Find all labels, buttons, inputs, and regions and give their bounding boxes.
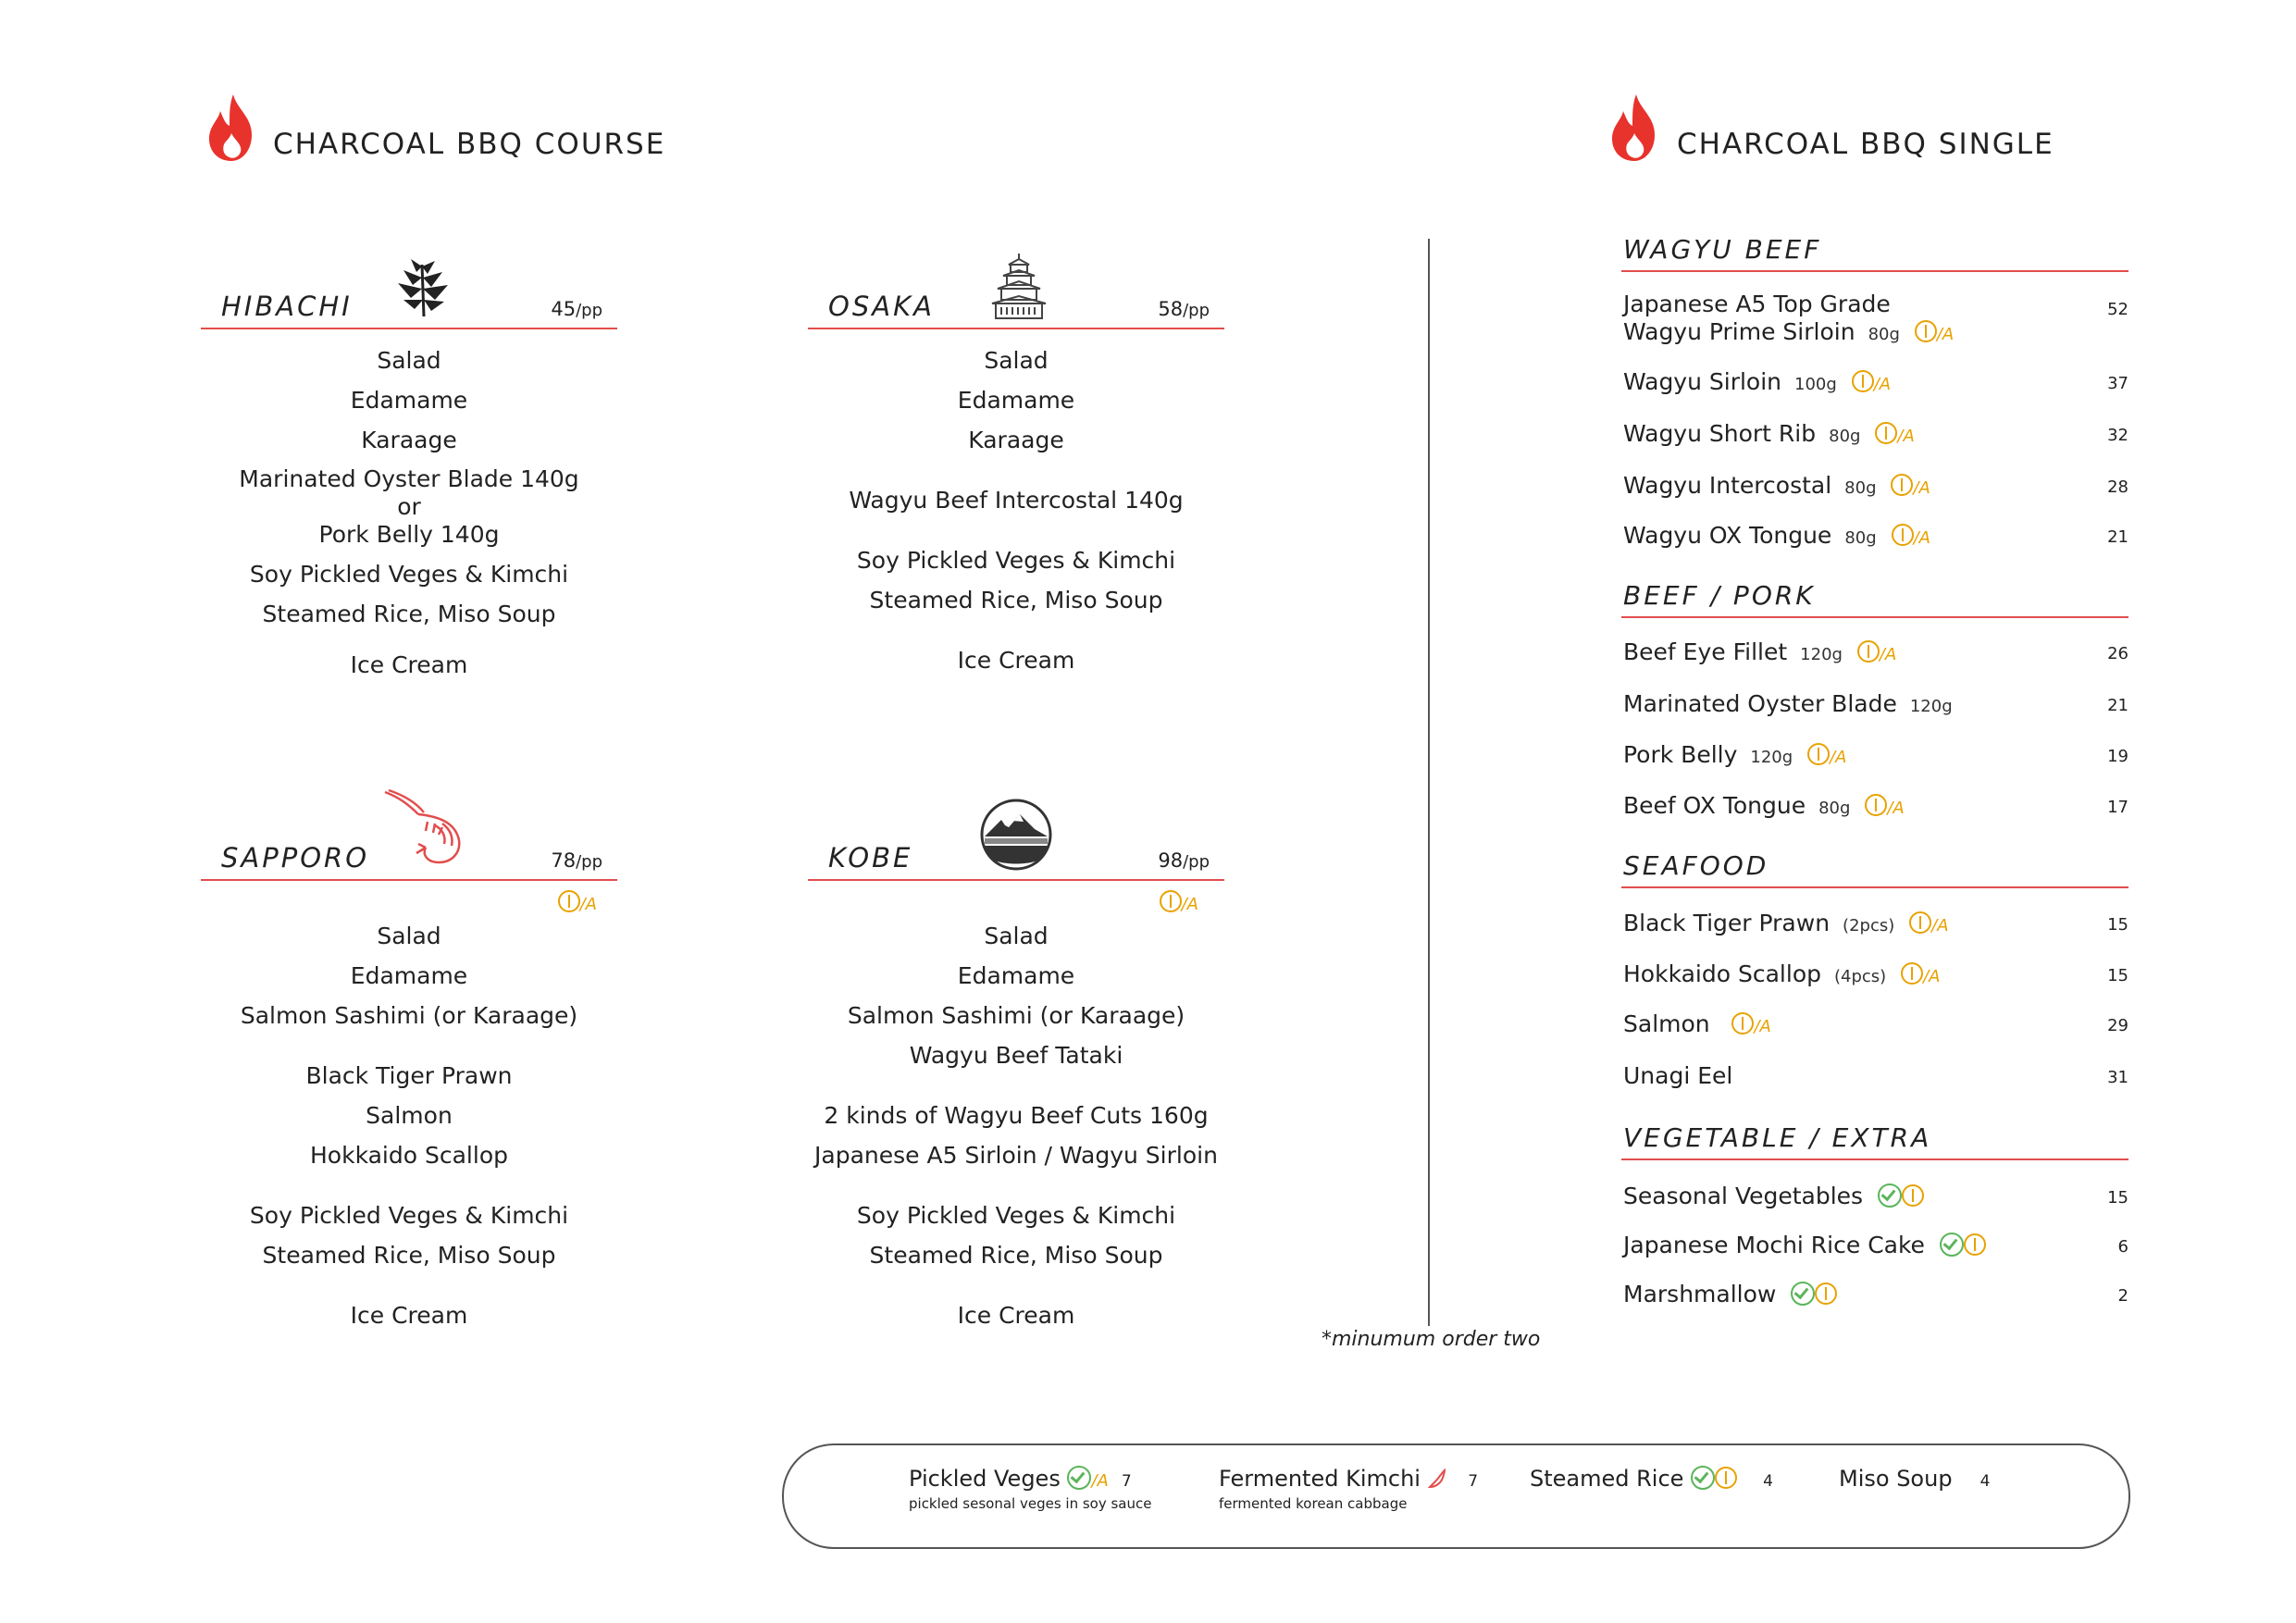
gluten-free-icon [1815, 1282, 1837, 1305]
side-steamed-rice: Steamed Rice 4 [1530, 1466, 1773, 1492]
menu-item: Edamame [957, 387, 1075, 414]
menu-item: Soy Pickled Veges & Kimchi [856, 1202, 1176, 1229]
course-items [808, 916, 1224, 1335]
gluten-free-icon [1852, 370, 1874, 392]
menu-item: Ice Cream [350, 1302, 468, 1329]
menu-item: Steamed Rice, Miso Soup [262, 601, 556, 627]
menu-item: Edamame [350, 387, 468, 414]
gluten-free-badge: /A [558, 890, 597, 914]
vegetarian-icon [1878, 1183, 1902, 1208]
gluten-free-icon [1891, 474, 1913, 496]
minimum-order-note: *minumum order two [1322, 1328, 1541, 1351]
menu-item: Salad [377, 347, 441, 374]
menu-item: Black Tiger Prawn [305, 1062, 513, 1089]
menu-item: Wagyu Beef Intercostal 140g [849, 487, 1184, 514]
course-items [201, 341, 617, 685]
vegetarian-icon [1691, 1466, 1715, 1490]
course-osaka [808, 261, 1224, 680]
menu-item: Wagyu Sirloin 100g /A 37 [1623, 368, 2128, 395]
menu-item: Steamed Rice, Miso Soup [869, 587, 1163, 613]
course-price: 58/pp [1158, 298, 1210, 320]
course-name: OSAKA [828, 291, 935, 322]
menu-item: Soy Pickled Veges & Kimchi [856, 547, 1176, 574]
side-pickled-veges: Pickled Veges /A 7 pickled sesonal veges in soy sauce [909, 1466, 1152, 1512]
gluten-free-icon [1731, 1012, 1754, 1035]
menu-item: Unagi Eel 31 [1623, 1062, 2128, 1089]
course-hibachi [201, 261, 617, 685]
menu-item: Pork Belly 140g [318, 521, 500, 548]
course-name: KOBE [828, 842, 913, 873]
menu-item: Salmon Sashimi (or Karaage) [847, 1002, 1185, 1029]
gluten-free-icon [1964, 1233, 1986, 1256]
menu-item: Hokkaido Scallop (4pcs) /A 15 [1623, 960, 2128, 987]
course-price: 98/pp [1158, 849, 1210, 872]
menu-item: Beef Eye Fillet 120g /A 26 [1623, 638, 2128, 665]
gluten-free-icon [1915, 320, 1937, 342]
menu-item: Ice Cream [350, 651, 468, 678]
single-section-title: CHARCOAL BBQ SINGLE [1677, 128, 2054, 161]
menu-item: 2 kinds of Wagyu Beef Cuts 160g [824, 1102, 1209, 1129]
menu-item: Karaage [968, 427, 1064, 453]
course-price: 78/pp [551, 849, 602, 872]
menu-item: Salad [984, 923, 1049, 949]
menu-item: Black Tiger Prawn (2pcs) /A 15 [1623, 910, 2128, 936]
leaf-icon [391, 255, 455, 320]
gluten-free-icon [1902, 1184, 1924, 1207]
side-miso-soup: Miso Soup 4 [1839, 1466, 1991, 1492]
prawn-icon [381, 788, 474, 872]
menu-item: Wagyu Short Rib 80g /A 32 [1623, 420, 2128, 447]
gluten-free-badge: /A [1160, 890, 1198, 914]
menu-item: Edamame [350, 962, 468, 989]
course-items [808, 341, 1224, 680]
menu-item: Hokkaido Scallop [310, 1142, 508, 1169]
category-beef-pork: BEEF / PORK [1621, 574, 2128, 618]
course-name: HIBACHI [221, 291, 353, 322]
gluten-free-icon [1892, 524, 1914, 546]
menu-item: Salmon Sashimi (or Karaage) [240, 1002, 578, 1029]
menu-item: Salad [377, 923, 441, 949]
gluten-free-icon [1909, 911, 1931, 934]
gluten-free-icon [1857, 640, 1880, 663]
menu-item: Ice Cream [957, 1302, 1075, 1329]
category-wagyu-beef: WAGYU BEEF [1621, 228, 2128, 272]
course-kobe [808, 812, 1224, 1335]
menu-item: Japanese A5 Top Grade Wagyu Prime Sirloin 80g /A 52 [1623, 291, 2128, 345]
menu-item: Soy Pickled Veges & Kimchi [249, 1202, 569, 1229]
menu-item: Karaage [361, 427, 457, 453]
course-name: SAPPORO [221, 842, 370, 873]
flame-icon [205, 93, 257, 163]
course-items [201, 916, 617, 1335]
menu-item: Pork Belly 120g /A 19 [1623, 741, 2128, 768]
menu-item: Steamed Rice, Miso Soup [262, 1242, 556, 1269]
menu-item: Marshmallow 2 [1623, 1281, 2128, 1307]
category-seafood: SEAFOOD [1621, 844, 2128, 888]
sides-panel [782, 1443, 2130, 1549]
menu-item: Japanese Mochi Rice Cake 6 [1623, 1232, 2128, 1258]
menu-item: Wagyu Beef Tataki [909, 1042, 1123, 1069]
menu-item: Edamame [957, 962, 1075, 989]
category-vegetable-extra: VEGETABLE / EXTRA [1621, 1116, 2128, 1160]
flame-icon [1608, 93, 1660, 163]
vegetarian-icon [1791, 1282, 1815, 1306]
column-divider [1428, 239, 1430, 1326]
vegetarian-icon [1067, 1466, 1091, 1490]
menu-item: Marinated Oyster Blade 120g 21 [1623, 690, 2128, 717]
gluten-free-icon [1865, 794, 1887, 816]
gluten-free-icon [1901, 962, 1923, 985]
vegetarian-icon [1940, 1233, 1964, 1257]
menu-item: Wagyu Intercostal 80g /A 28 [1623, 472, 2128, 499]
menu-item: Marinated Oyster Blade 140g [239, 465, 579, 492]
menu-item: Wagyu OX Tongue 80g /A 21 [1623, 522, 2128, 549]
menu-item: or [397, 493, 421, 520]
course-sapporo [201, 812, 617, 1335]
menu-item: Steamed Rice, Miso Soup [869, 1242, 1163, 1269]
chili-icon [1428, 1468, 1448, 1489]
menu-item: Salmon [366, 1102, 453, 1129]
menu-item: Salad [984, 347, 1049, 374]
menu-item: Salmon /A 29 [1623, 1010, 2128, 1037]
menu-item: Soy Pickled Veges & Kimchi [249, 561, 569, 588]
menu-item: Japanese A5 Sirloin / Wagyu Sirloin [814, 1142, 1218, 1169]
gluten-free-icon [1715, 1467, 1737, 1489]
mountain-icon [979, 798, 1053, 872]
gluten-free-icon [1875, 422, 1897, 444]
menu-item: Seasonal Vegetables 15 [1623, 1183, 2128, 1209]
gluten-free-icon [1807, 743, 1830, 765]
side-fermented-kimchi: Fermented Kimchi 7 fermented korean cabbage [1219, 1466, 1479, 1512]
castle-icon [988, 252, 1049, 320]
menu-item: Beef OX Tongue 80g /A 17 [1623, 792, 2128, 819]
menu-item: Ice Cream [957, 647, 1075, 674]
course-section-title: CHARCOAL BBQ COURSE [273, 128, 666, 161]
course-price: 45/pp [551, 298, 602, 320]
